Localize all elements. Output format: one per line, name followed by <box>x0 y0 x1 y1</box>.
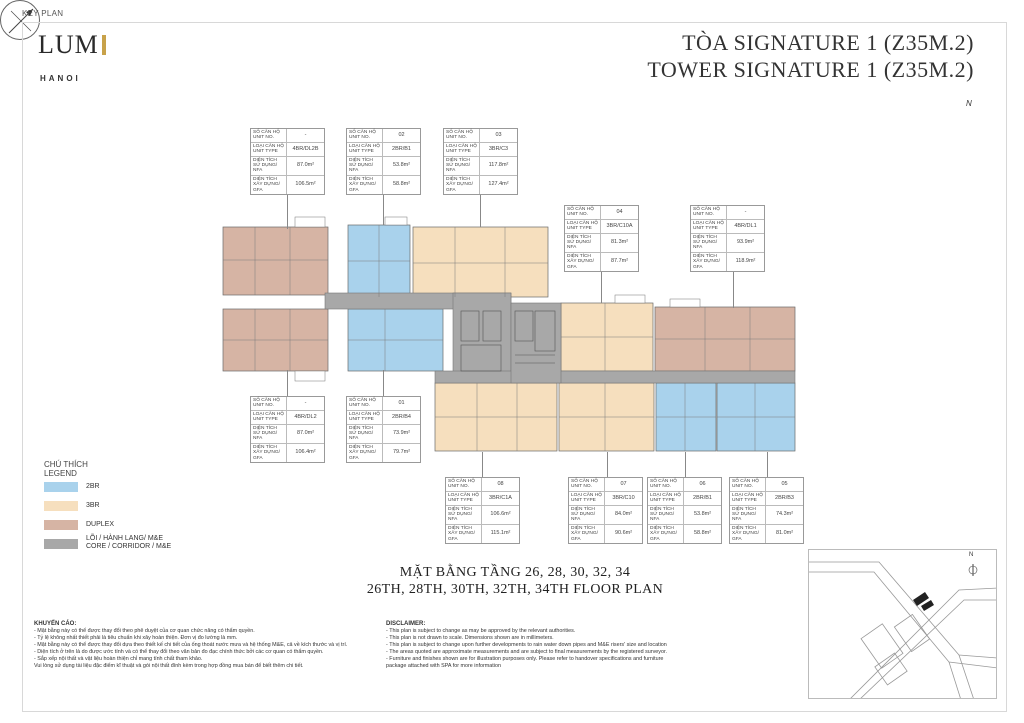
card-field-value: 02 <box>398 131 405 138</box>
card-row <box>565 253 638 271</box>
card-field-value: 2BR/B4 <box>392 413 411 420</box>
card-field-value: 2BR/B3 <box>775 494 794 501</box>
advice-line: - Sắp xếp nội thất và vật liệu hoàn thiện chỉ mang tính chất tham khảo. <box>34 656 203 662</box>
card-field-label: SỐ CĂN HỘ UNIT NO. <box>648 478 684 491</box>
card-row <box>730 525 803 543</box>
logo-text: LUM <box>38 30 99 59</box>
card-field-label: DIỆN TÍCH XÂY DỰNG/ GFA <box>648 525 684 543</box>
unit-card-08 <box>445 477 520 544</box>
card-row <box>446 478 519 492</box>
card-field-value: 74.3m² <box>775 511 794 518</box>
lumi-logo <box>38 30 106 60</box>
card-row <box>251 444 324 462</box>
unit-duplex-dl2b <box>223 227 328 295</box>
unit-card-04 <box>564 205 639 272</box>
card-field-label: SỐ CĂN HỘ UNIT NO. <box>251 129 287 142</box>
card-field-value: 115.1m² <box>490 530 511 537</box>
legend-label-core: LÕI / HÀNH LANG/ M&E CORE / CORRIDOR / M&E <box>86 535 172 550</box>
card-field-label: DIỆN TÍCH SỬ DỤNG/ NFA <box>347 157 383 175</box>
card-field-value: 2BR/B1 <box>693 494 712 501</box>
card-row <box>347 129 420 143</box>
card-field-value: - <box>304 131 307 138</box>
card-field-label: SỐ CĂN HỘ UNIT NO. <box>691 206 727 219</box>
card-field-value: 53.8m² <box>392 162 411 169</box>
legend-swatch-2br <box>44 482 78 492</box>
card-row <box>691 234 764 253</box>
card-field-label: DIỆN TÍCH SỬ DỤNG/ NFA <box>691 234 727 252</box>
card-field-value: 58.8m² <box>693 530 712 537</box>
unit-card-07 <box>568 477 643 544</box>
card-row <box>251 176 324 194</box>
card-field-value: 3BR/C10 <box>612 494 635 501</box>
advice-line: - Mặt bằng này có thể được thay đổi dựa theo thiết kế chi tiết của ống thoát nước mưa và hệ thống M&E, cả về kích thước và vị trí. <box>34 642 348 648</box>
floor-title-en: 26TH, 28TH, 30TH, 32TH, 34TH FLOOR PLAN <box>366 582 664 597</box>
site-key-map <box>808 549 997 699</box>
card-row <box>347 425 420 444</box>
advice-line: - Tỷ lệ không nhất thiết phải là tiêu chuẩn khi xây hoàn thiện. Đơn vị đo lường là mm. <box>34 635 238 641</box>
card-field-value: 06 <box>699 480 706 487</box>
card-field-label: LOẠI CĂN HỘ UNIT TYPE <box>648 492 684 505</box>
card-field-label: DIỆN TÍCH XÂY DỰNG/ GFA <box>251 444 287 462</box>
card-field-label: SỐ CĂN HỘ UNIT NO. <box>730 478 766 491</box>
logo-city: HANOI <box>40 74 81 83</box>
card-field-label: DIỆN TÍCH SỬ DỤNG/ NFA <box>347 425 383 443</box>
card-field-label: SỐ CĂN HỘ UNIT NO. <box>569 478 605 491</box>
card-field-value: 127.4m² <box>488 181 509 188</box>
card-row <box>251 425 324 444</box>
card-field-label: LOẠI CĂN HỘ UNIT TYPE <box>347 143 383 156</box>
card-field-label: DIỆN TÍCH SỬ DỤNG/ NFA <box>251 157 287 175</box>
core-block <box>453 293 511 379</box>
unit-card-05 <box>729 477 804 544</box>
card-field-value: 08 <box>497 480 504 487</box>
card-row <box>347 176 420 194</box>
card-field-value: 03 <box>495 131 502 138</box>
card-field-value: 04 <box>616 208 623 215</box>
card-field-label: LOẠI CĂN HỘ UNIT TYPE <box>444 143 480 156</box>
legend-title: CHÚ THÍCH LEGEND <box>44 460 88 478</box>
card-field-value: 53.8m² <box>693 511 712 518</box>
tower-title-en: TOWER SIGNATURE 1 (Z35M.2) <box>647 57 974 82</box>
card-field-value: 3BR/C1A <box>489 494 512 501</box>
unit-card-dl1 <box>690 205 765 272</box>
card-field-value: 4BR/DL1 <box>734 222 757 229</box>
card-field-value: 4BR/DL2B <box>292 145 319 152</box>
card-field-label: DIỆN TÍCH SỬ DỤNG/ NFA <box>251 425 287 443</box>
card-field-value: 118.9m² <box>735 258 756 265</box>
card-field-value: 106.6m² <box>490 511 511 518</box>
card-field-label: SỐ CĂN HỘ UNIT NO. <box>347 397 383 410</box>
card-field-label: DIỆN TÍCH XÂY DỰNG/ GFA <box>565 253 601 271</box>
corridor-east <box>435 371 795 383</box>
card-row <box>565 234 638 253</box>
card-field-label: DIỆN TÍCH SỬ DỤNG/ NFA <box>569 506 605 524</box>
card-field-label: DIỆN TÍCH XÂY DỰNG/ GFA <box>347 444 383 462</box>
card-row <box>347 444 420 462</box>
card-field-label: SỐ CĂN HỘ UNIT NO. <box>347 129 383 142</box>
card-field-label: DIỆN TÍCH SỬ DỤNG/ NFA <box>730 506 766 524</box>
card-row <box>569 506 642 525</box>
card-field-value: 93.9m² <box>736 239 755 246</box>
card-field-label: DIỆN TÍCH XÂY DỰNG/ GFA <box>730 525 766 543</box>
card-field-value: 87.7m² <box>610 258 629 265</box>
card-field-label: SỐ CĂN HỘ UNIT NO. <box>565 206 601 219</box>
advice-line: Vui lòng sử dụng tài liệu đặc điểm kĩ thuật và gói nội thất đính kèm trong hợp đồng mua bán để biết thêm chi tiết. <box>34 663 304 669</box>
card-field-label: LOẠI CĂN HỘ UNIT TYPE <box>691 220 727 233</box>
card-row <box>569 525 642 543</box>
card-field-label: LOẠI CĂN HỘ UNIT TYPE <box>730 492 766 505</box>
card-field-value: 106.5m² <box>295 181 316 188</box>
card-field-label: LOẠI CĂN HỘ UNIT TYPE <box>569 492 605 505</box>
card-field-value: 05 <box>781 480 788 487</box>
tower-title-vi: TÒA SIGNATURE 1 (Z35M.2) <box>682 30 974 55</box>
key-plan-label: KEY PLAN <box>22 9 64 18</box>
card-field-label: DIỆN TÍCH XÂY DỰNG/ GFA <box>569 525 605 543</box>
disclaimer-notes <box>386 621 746 670</box>
card-field-value: 01 <box>398 399 405 406</box>
card-field-label: SỐ CĂN HỘ UNIT NO. <box>444 129 480 142</box>
card-field-label: DIỆN TÍCH SỬ DỤNG/ NFA <box>444 157 480 175</box>
card-row <box>444 157 517 176</box>
card-field-label: LOẠI CĂN HỘ UNIT TYPE <box>251 143 287 156</box>
card-field-value: 2BR/B1 <box>392 145 411 152</box>
card-field-label: LOẠI CĂN HỘ UNIT TYPE <box>565 220 601 233</box>
card-field-label: LOẠI CĂN HỘ UNIT TYPE <box>446 492 482 505</box>
legend-label-duplex: DUPLEX <box>86 521 115 528</box>
card-field-value: 87.0m² <box>296 430 315 437</box>
card-row <box>446 506 519 525</box>
card-field-value: 81.0m² <box>775 530 794 537</box>
card-row <box>691 220 764 234</box>
unit-card-03 <box>443 128 518 195</box>
disclaimer-line: - Furniture and finishes shown are for illustration purposes only. Please refer to handover specifications and furniture <box>386 656 664 662</box>
card-row <box>251 411 324 425</box>
disclaimer-line: - This plan is not drawn to scale. Dimensions shown are in millimeters. <box>386 635 554 641</box>
legend-label-2br: 2BR <box>86 483 100 490</box>
card-row <box>648 492 721 506</box>
card-row <box>347 397 420 411</box>
card-field-label: DIỆN TÍCH SỬ DỤNG/ NFA <box>565 234 601 252</box>
legend-swatch-duplex <box>44 520 78 530</box>
card-field-value: 73.9m² <box>392 430 411 437</box>
keymap-north-label: N <box>969 552 974 558</box>
card-field-label: DIỆN TÍCH XÂY DỰNG/ GFA <box>347 176 383 194</box>
unit-card-02 <box>346 128 421 195</box>
legend-label-3br: 3BR <box>86 502 100 509</box>
card-row <box>648 506 721 525</box>
card-field-label: DIỆN TÍCH XÂY DỰNG/ GFA <box>446 525 482 543</box>
advice-notes <box>34 621 384 670</box>
north-label: N <box>966 99 972 108</box>
card-field-value: 58.8m² <box>392 181 411 188</box>
leader-line <box>383 370 384 396</box>
floor-plan-title <box>330 564 700 598</box>
card-field-value: 79.7m² <box>392 449 411 456</box>
card-row <box>569 492 642 506</box>
card-field-label: DIỆN TÍCH XÂY DỰNG/ GFA <box>691 253 727 271</box>
advice-line: - Diện tích ở trên là do được ước tính và có thể thay đổi theo văn bản đo đạc chính thức bởi các cơ quan có thẩm quyền. <box>34 649 324 655</box>
unit-card-dl2 <box>250 396 325 463</box>
disclaimer-line: package attached with SPA for more information <box>386 663 501 669</box>
card-row <box>347 411 420 425</box>
card-row <box>347 143 420 157</box>
disclaimer-line: - This plan is subject to change upon further developments to rain water down pipes and M&E risers' size and location <box>386 642 667 648</box>
card-field-value: - <box>744 208 747 215</box>
disclaimer-heading: DISCLAIMER: <box>386 621 426 627</box>
legend-swatch-3br <box>44 501 78 511</box>
card-field-label: DIỆN TÍCH SỬ DỤNG/ NFA <box>648 506 684 524</box>
advice-line: - Mặt bằng này có thể được thay đổi theo phê duyệt của cơ quan chức năng có thẩm quyền. <box>34 628 255 634</box>
card-field-value: 4BR/DL2 <box>294 413 317 420</box>
card-row <box>565 206 638 220</box>
card-field-value: - <box>304 399 307 406</box>
card-field-label: DIỆN TÍCH XÂY DỰNG/ GFA <box>444 176 480 194</box>
card-field-label: LOẠI CĂN HỘ UNIT TYPE <box>251 411 287 424</box>
card-field-value: 3BR/C10A <box>606 222 633 229</box>
leader-line <box>685 452 686 477</box>
floor-title-vi: MẶT BẰNG TẦNG 26, 28, 30, 32, 34 <box>399 565 631 580</box>
card-field-value: 87.0m² <box>296 162 315 169</box>
card-field-label: DIỆN TÍCH XÂY DỰNG/ GFA <box>251 176 287 194</box>
card-row <box>251 157 324 176</box>
card-row <box>347 157 420 176</box>
card-row <box>730 506 803 525</box>
card-row <box>648 525 721 543</box>
logo-accent-bar <box>102 35 106 55</box>
leader-line <box>482 452 483 477</box>
card-field-label: DIỆN TÍCH SỬ DỤNG/ NFA <box>446 506 482 524</box>
card-field-value: 3BR/C3 <box>488 145 509 152</box>
card-row <box>251 397 324 411</box>
card-row <box>446 525 519 543</box>
card-field-label: SỐ CĂN HỘ UNIT NO. <box>446 478 482 491</box>
card-row <box>569 478 642 492</box>
unit-03 <box>413 227 548 297</box>
card-field-value: 117.8m² <box>488 162 509 169</box>
card-field-value: 07 <box>620 480 627 487</box>
card-row <box>648 478 721 492</box>
unit-card-06 <box>647 477 722 544</box>
card-row <box>251 129 324 143</box>
card-field-value: 90.6m² <box>614 530 633 537</box>
disclaimer-line: - This plan is subject to change as may be approved by the relevant authorities. <box>386 628 576 634</box>
card-row <box>691 206 764 220</box>
card-field-label: SỐ CĂN HỘ UNIT NO. <box>251 397 287 410</box>
card-field-value: 81.3m² <box>610 239 629 246</box>
leader-line <box>607 452 608 477</box>
card-row <box>446 492 519 506</box>
card-row <box>444 129 517 143</box>
card-row <box>444 143 517 157</box>
card-field-label: LOẠI CĂN HỘ UNIT TYPE <box>347 411 383 424</box>
card-row <box>251 143 324 157</box>
unit-card-dl2b <box>250 128 325 195</box>
card-row <box>565 220 638 234</box>
leader-line <box>287 370 288 396</box>
leader-line <box>767 452 768 477</box>
legend-swatch-core <box>44 539 78 549</box>
card-row <box>730 478 803 492</box>
card-row <box>691 253 764 271</box>
disclaimer-line: - The areas quoted are approximate measurements and are subject to final measurements by the registered surveyor. <box>386 649 667 655</box>
unit-card-01 <box>346 396 421 463</box>
card-row <box>730 492 803 506</box>
card-row <box>444 176 517 194</box>
advice-heading: KHUYẾN CÁO: <box>34 621 77 627</box>
card-field-value: 84.0m² <box>614 511 633 518</box>
card-field-value: 106.4m² <box>295 449 316 456</box>
core-stair <box>511 303 561 383</box>
